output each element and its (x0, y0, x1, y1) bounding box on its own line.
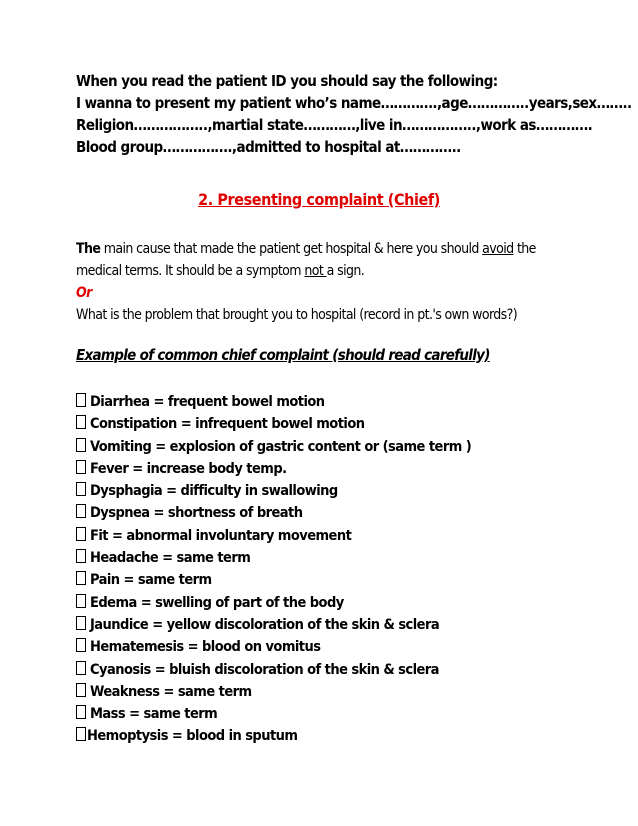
checkbox-bullet-icon (76, 549, 86, 563)
list-item-text: Vomiting = explosion of gastric content or (same term ) (90, 438, 472, 455)
list-item (76, 458, 471, 480)
list-item (76, 502, 471, 524)
list-item-text: Headache = same term (90, 550, 251, 567)
checkbox-bullet-icon (76, 616, 86, 630)
checkbox-bullet-icon (76, 638, 86, 652)
complaint-list (76, 391, 471, 748)
checkbox-bullet-icon (76, 705, 86, 719)
checkbox-bullet-icon (76, 438, 86, 452)
list-item (76, 681, 471, 703)
patient-id-line-religion: Religion……………..,martial state…………,live in……………..,work as…………. (76, 116, 593, 134)
checkbox-bullet-icon (76, 661, 86, 675)
list-item-text: Diarrhea = frequent bowel motion (90, 394, 325, 410)
list-item (76, 480, 471, 502)
description-text-end: a sign. (326, 263, 365, 279)
description-line-2 (76, 260, 596, 282)
description-text: main cause that made the patient get hospital & here you should (100, 241, 483, 257)
section-heading (0, 190, 638, 209)
description-text-end: the (513, 241, 536, 257)
description-bold-word: The (76, 241, 101, 257)
checkbox-bullet-icon (76, 571, 86, 585)
checkbox-bullet-icon (76, 594, 86, 608)
list-item-text: Dyspnea = shortness of breath (90, 505, 303, 522)
checkbox-bullet-icon (76, 527, 86, 541)
list-item (76, 636, 471, 658)
patient-id-line-blood-group: Blood group…………….,admitted to hospital at………….. (76, 138, 461, 156)
list-item-text: Cyanosis = bluish discoloration of the skin & sclera (90, 661, 439, 678)
list-item (76, 569, 471, 591)
list-item (76, 614, 471, 636)
patient-id-block (76, 70, 632, 158)
checkbox-bullet-icon (76, 482, 86, 496)
list-item-text: Mass = same term (90, 706, 218, 723)
checkbox-bullet-icon (76, 415, 86, 429)
list-item-text: Pain = same term (90, 572, 212, 589)
checkbox-bullet-icon (76, 393, 86, 407)
section-heading-text: 2. Presenting complaint (Chief) (198, 190, 440, 209)
patient-id-intro: When you read the patient ID you should say the following: (76, 72, 498, 90)
list-item (76, 725, 471, 747)
list-item (76, 659, 471, 681)
checkbox-bullet-icon (76, 727, 86, 741)
list-item (76, 703, 471, 725)
list-item-text: Weakness = same term (90, 683, 252, 700)
checkbox-bullet-icon (76, 504, 86, 518)
checkbox-bullet-icon (76, 460, 86, 474)
list-item (76, 525, 471, 547)
description-text: medical terms. It should be a symptom (76, 263, 305, 279)
description-underlined-word: avoid (482, 241, 514, 257)
list-item (76, 592, 471, 614)
example-heading: Example of common chief complaint (should read carefully) (76, 346, 490, 364)
list-item (76, 413, 471, 435)
or-label: Or (76, 285, 92, 301)
list-item (76, 547, 471, 569)
list-item (76, 436, 471, 458)
description-line-3: What is the problem that brought you to hospital (record in pt.'s own words?) (76, 307, 518, 323)
description-underlined-word: not (304, 263, 327, 279)
list-item-text: Hemoptysis = blood in sputum (87, 728, 298, 745)
description-line-1 (76, 238, 596, 260)
checkbox-bullet-icon (76, 683, 86, 697)
list-item-text: Dysphagia = difficulty in swallowing (90, 483, 338, 500)
list-item-text: Edema = swelling of part of the body (90, 594, 344, 611)
patient-id-line-name: I wanna to present my patient who’s name………….,age…………..years,sex…….. (76, 94, 632, 112)
list-item-text: Jaundice = yellow discoloration of the skin & sclera (90, 616, 440, 633)
complaint-description (76, 238, 596, 326)
list-item-text: Constipation = infrequent bowel motion (90, 416, 365, 433)
list-item (76, 391, 471, 413)
list-item-text: Fever = increase body temp. (90, 460, 287, 477)
list-item-text: Fit = abnormal involuntary movement (90, 527, 352, 544)
list-item-text: Hematemesis = blood on vomitus (90, 639, 321, 656)
